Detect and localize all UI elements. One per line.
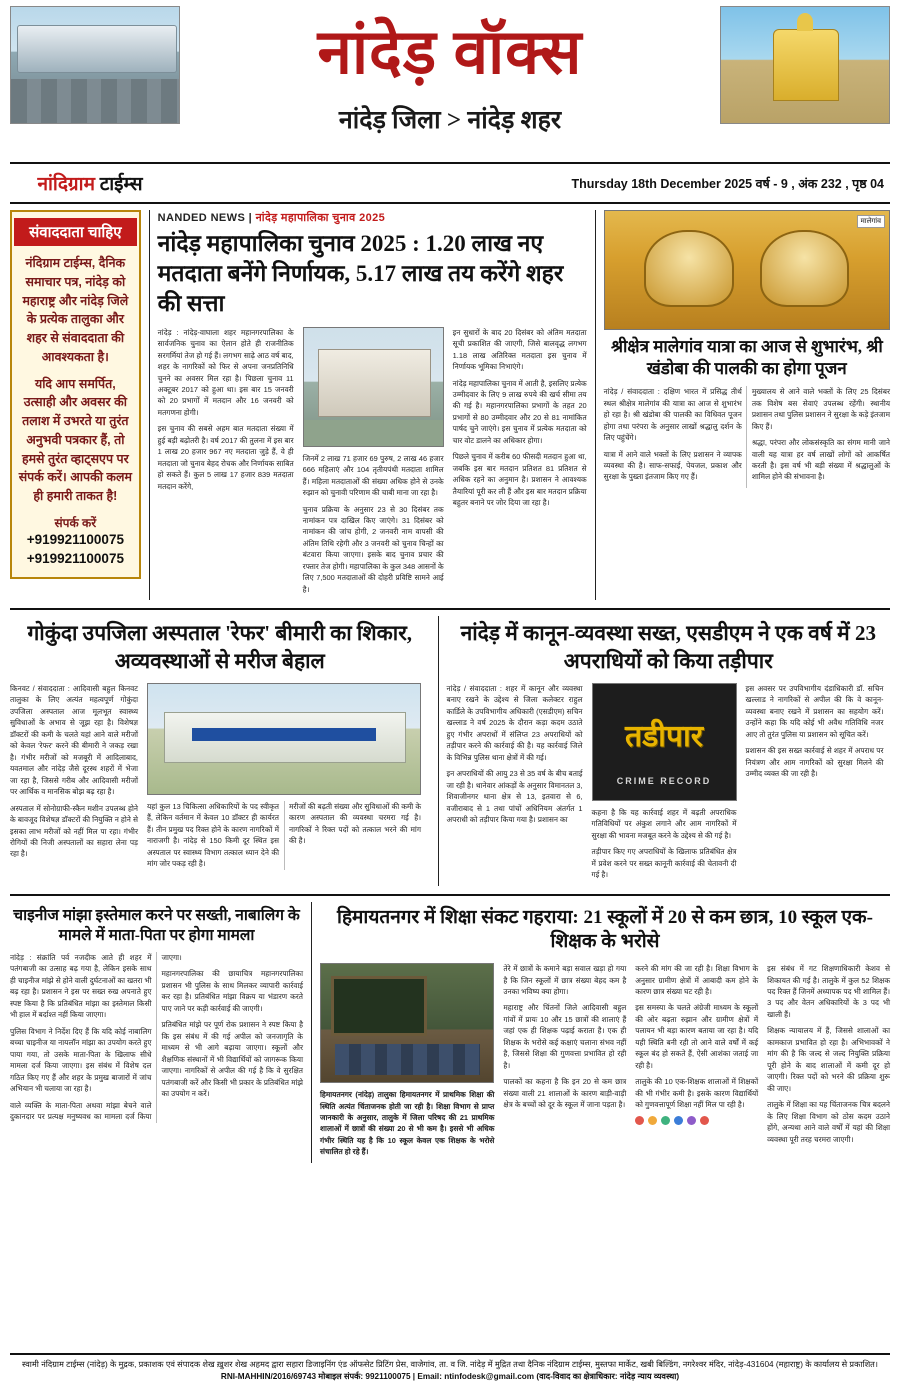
temple-para: नांदेड़ / संवाददाता : दक्षिण भारत में प्रसिद्ध तीर्थ स्थल श्रीक्षेत्र मालेगांव की यात्रा का आज से शुभारंभ हो रहा है। श्री खंडोबा की पालकी का विधिवत पूजन होगा तथा परंपरा के अनुसार लाखों श्रद्धालु दर्शन के लिए पहुंचेंगे। xyxy=(603,387,742,443)
lead-headline: नांदेड़ महापालिका चुनाव 2025 : 1.20 लाख नए मतदाता बनेंगे निर्णायक, 5.17 लाख तय करेंगे शहर की सत्ता xyxy=(157,231,564,316)
paper-logo-left: नांदिग्राम xyxy=(37,174,95,195)
crime-para: प्रशासन की इस सख्त कार्रवाई से शहर में अपराध पर नियंत्रण और आम नागरिकों को सुरक्षा मिलने की उम्मीद व्यक्त की जा रही है। xyxy=(745,746,884,779)
manja-para: प्रतिबंधित मांझे पर पूर्ण रोक प्रशासन ने स्पष्ट किया है कि इस संबंध में की गई अपील को जनजागृति के माध्यम से भी आगे बढ़ाया जाएगा। स्कूलों और शैक्षणिक संस्थानों में भी विद्यार्थियों को जागरूक किया जाएगा। नागरिकों से अपील की गई है कि वे सुरक्षित पतंगबाजी करें और किसी भी प्रकार के प्रतिबंधित मांझे का उपयोग न करें। xyxy=(161,1020,303,1099)
temple-para: यात्रा में आने वाले भक्तों के लिए प्रशासन ने व्यापक व्यवस्था की है। साफ-सफाई, पेयजल, प्रकाश और सुरक्षा के पुख्ता इंतजाम किए गए हैं। xyxy=(603,449,742,482)
manja-body xyxy=(10,952,303,1123)
page-title: नांदेड़ वॉक्स xyxy=(317,19,583,87)
temple-photo xyxy=(604,210,890,330)
manja-para: नांदेड़ : संक्रांति पर्व नजदीक आते ही शहर में पतंगबाजी का उत्साह बढ़ गया है, लेकिन इसके साथ ही चाइनीज मांझे से होने वाली दुर्घटनाओं का खतरा भी बढ़ रहा है। प्रशासन ने इस पर सख्त रुख अपनाते हुए स्पष्ट किया है कि प्रतिबंधित मांझा का इस्तेमाल किसी भी हाल में बर्दाश्त नहीं किया जाएगा। xyxy=(10,952,152,1020)
education-para: पालकों का कहना है कि इन 20 से कम छात्र संख्या वाली 21 शालाओं के कारण बाड़ी-वाड़ी क्षेत्र के बच्चों को दूर के स्कूल में जाना पड़ता है। xyxy=(503,1077,627,1110)
ad-contact-label: संपर्क करें xyxy=(54,515,97,530)
temple-body xyxy=(604,386,890,488)
education-para: तेरे में छात्रों के कमाने बड़ा सवाल खड़ा हो गया है कि जिन स्कूलों में छात्र संख्या बेहद कम है उनका भविष्य क्या होगा। xyxy=(503,964,627,997)
lead-para: पिछले चुनाव में करीब 60 फीसदी मतदान हुआ था, जबकि इस बार मतदान प्रतिशत 81 प्रतिशत से अधिक रहने का अनुमान है। प्रशासन ने आवश्यक तैयारियां पूरी कर ली हैं और इस बार मतदान प्रक्रिया बहुतर बनाने पर जोर दिया जा रहा है। xyxy=(452,452,587,508)
vertical-rule xyxy=(311,902,312,1163)
education-photo xyxy=(320,963,494,1083)
ad-heading: संवाददाता चाहिए xyxy=(14,218,137,246)
lead-col-1 xyxy=(158,327,294,601)
education-para: तालुके की 10 एक-शिक्षक शालाओं में शिक्षकों की भी गंभीर कमी है। इसके कारण विद्यार्थियों को गुणवत्तापूर्ण शिक्षा नहीं मिल पा रही है। xyxy=(635,1077,759,1110)
masthead-title-block xyxy=(180,6,720,136)
hospital-para: यहां कुल 13 चिकित्सा अधिकारियों के पद स्वीकृत हैं, लेकिन वर्तमान में केवल 10 डॉक्टर ही कार्यरत हैं। तीन प्रमुख पद रिक्त होने के कारण नागरिकों में नाराजगी है। नांदेड़ से 150 किमी दूर स्थित इस अस्पताल पर स्वास्थ्य विभाग तत्काल ध्यान देने की मांग जोर पकड़ रही है। xyxy=(147,801,279,869)
classified-ad xyxy=(10,210,141,579)
hospital-col-1 xyxy=(10,683,138,870)
ad-phone-2[interactable]: +919921100075 xyxy=(26,550,124,566)
hospital-photo xyxy=(147,683,421,795)
third-section xyxy=(10,894,890,1163)
lead-para: चुनाव प्रक्रिया के अनुसार 23 से 30 दिसंबर तक नामांकन पत्र दाखिल किए जाएंगे। 31 दिसंबर को नामांकन की जांच होगी, 2 जनवरी नाम वापसी की अंतिम तिथि रहेगी और 3 जनवरी को चुनाव चिन्हों का बंटवारा किया जाएगा। इसके बाद चुनाव प्रचार की रफ्तार तेज होगी। महापालिका के कुल 348 आसनों के लिए 7,500 मतदाताओं की दोहरी प्रविष्टि सामने आई है। xyxy=(302,504,444,594)
crime-story xyxy=(447,616,890,885)
manja-para: वाले व्यक्ति के माता-पिता अथवा मांझा बेचने वाले दुकानदार पर प्रत्यक्ष मनुष्यवध का मामला दर्ज किया जाएगा। xyxy=(10,952,182,1122)
education-col-2 xyxy=(503,963,626,1163)
vertical-rule xyxy=(595,210,596,600)
column-left xyxy=(10,210,141,600)
dateline: Thursday 18th December 2025 वर्ष - 9 , अंक 232 , पृष्ठ 04 xyxy=(571,176,884,191)
footer-line-2: RNI-MAHHIN/2016/69743 मोबाइल संपर्क: 9921100075 | Email: ntinfodesk@gmail.com (वाद-विवाद का क्षेत्राधिकार: नांदेड़ न्याय व्यवस्था) xyxy=(220,1372,680,1382)
crime-para: कहना है कि यह कार्रवाई शहर में बढ़ती अपराधिक गतिविधियों पर अंकुश लगाने और आम नागरिकों में सुरक्षा की भावना मजबूत करने के उद्देश्य से की गई है। xyxy=(591,807,737,840)
education-para: इस समस्या के चलते अंग्रेजी माध्यम के स्कूलों की ओर बढ़ता रुझान और ग्रामीण क्षेत्रों में पलायन भी बड़ा कारण बताया जा रहा है। यदि यही स्थिति बनी रही तो आने वाले वर्षों में कई स्कूल बंद हो सकते हैं, ऐसी आशंका जताई जा रही है। xyxy=(635,1003,759,1070)
lead-para: जिनमें 2 लाख 71 हजार 69 पुरुष, 2 लाख 46 हजार 666 महिलाएं और 104 तृतीयपंथी मतदाता शामिल हैं। महिला मतदाताओं की संख्या अधिक होने से उनके रुझान को चुनावी परिणाम की चाबी माना जा रहा है। xyxy=(302,453,444,498)
manja-para: पुलिस विभाग ने निर्देश दिए हैं कि यदि कोई नाबालिग बच्चा चाइनीज या नायलॉन मांझा का उपयोग करते हुए पाया गया, तो उसके माता-पिता के खिलाफ सीधे मामला दर्ज किया जाएगा। इस संबंध में विशेष दल गठित किए गए हैं और शहर के प्रमुख बाजारों में जांच अभियान भी चलाया जा रहा है। xyxy=(10,1026,152,1094)
manja-para: महानगरपालिका की छायाचित्र महानगरपालिका प्रशासन भी पुलिस के साथ मिलकर व्यापारी कार्रवाई कर रहा है। प्रतिबंधित मांझा विक्रय या भंडारण करते पाए जाने पर कड़ी कार्रवाई की जाएगी। xyxy=(161,969,303,1013)
lead-para: इस चुनाव की सबसे अहम बात मतदाता संख्या में हुई बड़ी बढ़ोतरी है। वर्ष 2017 की तुलना में इस बार 1 लाख 20 हजार 967 नए मतदाता जुड़े हैं, वे ही मतदाता जो चुनाव बेहद रोचक और निर्णायक साबित हो सकते हैं। कुल 5 लाख 17 हजार 839 मतदाता मतदान करेंगे, xyxy=(157,424,294,491)
temple-story xyxy=(604,210,890,600)
education-headline: हिमायतनगर में शिक्षा संकट गहराया: 21 स्कूलों में 20 से कम छात्र, 10 स्कूल एक-शिक्षक के भरोसे xyxy=(337,906,873,953)
crime-headline: नांदेड़ में कानून-व्यवस्था सख्त, एसडीएम ने एक वर्ष में 23 अपराधियों को किया तड़ीपार xyxy=(460,621,876,673)
education-para: महाराष्ट्र और चिंतनों जिले आदिवासी बहुल गांवों में प्रायः 10 और 15 छात्रों की शालाएं हैं जहां एक ही शिक्षक पढ़ाई कराता है। एक ही शिक्षक के भरोसे कई कक्षाएं चलाना संभव नहीं है, जिससे शिक्षा की गुणवत्ता प्रभावित हो रही है। xyxy=(503,1003,627,1070)
crime-para: इन अपराधियों की आयु 23 से 35 वर्ष के बीच बताई जा रही है। थानेवार आंकड़ों के अनुसार विमानतल 3, शिवाजीनगर थाना क्षेत्र से 13, इतवारा से 6, वजीराबाद से 1 तथा पांचों अधिनियम अंतर्गत 1 अपराधी को तड़ीपार किया गया है। प्रशासन का xyxy=(446,769,583,825)
manja-headline: चाइनीज मांझा इस्तेमाल करने पर सख्ती, नाबालिग के मामले में माता-पिता पर होगा मामला xyxy=(13,906,300,944)
lead-para: इन सुधारों के बाद 20 दिसंबर को अंतिम मतदाता सूची प्रकाशित की जाएगी, जिसे बालवृद्ध लगभग 1.18 लाख अतिरिक्त मतदाता इस चुनाव में निर्णायक भूमिका निभाएंगे। xyxy=(452,327,587,372)
education-caption: हिमायतनगर (नांदेड़) तालुका हिमायतनगर में प्राथमिक शिक्षा की स्थिति अत्यंत चिंताजनक होती जा रही है। शिक्षा विभाग से प्राप्त जानकारी के अनुसार, तालुके में जिला परिषद की 21 प्राथमिक शालाओं में छात्रों की संख्या 20 से भी कम है। इससे भी अधिक गंभीर स्थिति यह है कि 10 स्कूल केवल एक शिक्षक के भरोसे संचालित हो रहे हैं। xyxy=(320,1090,495,1157)
education-col-3 xyxy=(635,963,758,1163)
masthead xyxy=(10,6,890,156)
footer-line-1: स्वामी नंदिग्राम टाईम्स (नांदेड़) के मुद्रक, प्रकाशक एवं संपादक शेख ख़ुशर शेख अहमद द्वारा सहारा डिजाइनिंग एंड ऑफसेट प्रिटिंग प्रेस, वाजेगांव, ता. व जि. नांदेड़ में मुद्रित तथा दैनिक नंदिग्राम टाईम्स, मुस्तफा मार्केट, खबी बिल्डिंग, नगरेश्वर मंदिर, नांदेड़-431604 (महाराष्ट्र) के कार्यालय से प्रकाशित। xyxy=(22,1360,878,1370)
page-footer xyxy=(10,1353,890,1383)
lead-col-3 xyxy=(453,327,587,601)
crime-para: नांदेड़ / संवाददाता : शहर में कानून और व्यवस्था बनाए रखने के उद्देश्य से जिला कलेक्टर राहुल कार्डिले के उपविभागीय अधिकारी (एसडीएम) सचिन खल्लाड ने वर्ष 2025 के दौरान कड़ा कदम उठाते हुए गंभीर अपराधों में संलिप्त 23 अपराधियों को तड़ीपार करने की कार्रवाई की है। यह कार्रवाई जिले के विभिन्न पुलिस थाना क्षेत्रों में की गई। xyxy=(446,683,583,762)
education-para: शिक्षक न्यायालय में हैं, जिससे शालाओं का कामकाज प्रभावित हो रहा है। अभिभावकों ने मांग की है कि जल्द से जल्द नियुक्ति प्रक्रिया पूरी होने के बाद शालाओं में कमी दूर हो जाएगी। रिक्त पदों को भरने की प्रक्रिया शुरू की जाए। xyxy=(767,1026,891,1093)
hospital-para: मरीजों की बढ़ती संख्या और सुविधाओं की कमी के कारण अस्पताल की व्यवस्था चरमरा गई है। नागरिकों ने रिक्त पदों को तत्काल भरने की मांग की है। xyxy=(289,801,421,846)
ad-phone-1[interactable]: +919921100075 xyxy=(26,531,124,547)
color-dots xyxy=(635,1116,758,1125)
education-para: करने की मांग की जा रही है। शिक्षा विभाग के अनुसार ग्रामीण क्षेत्रों में आबादी कम होने के कारण छात्र संख्या घट रही है। xyxy=(635,964,759,997)
kicker-section: NANDED NEWS | xyxy=(157,212,253,224)
crime-para: तड़ीपार किए गए अपराधियों के खिलाफ प्रतिबंधित क्षेत्र में प्रवेश करने पर सख्त कानूनी कार्रवाई की चेतावनी दी गई है। xyxy=(591,847,737,880)
vertical-rule xyxy=(149,210,150,600)
temple-para: मुख्यालय से आने वाले भक्तों के लिए 25 दिसंबर तक विशेष बस सेवाएं उपलब्ध रहेंगी। स्थानीय प्रशासन तथा पुलिस प्रशासन ने सुरक्षा के कड़े इंतजाम किए हैं। xyxy=(751,387,891,431)
hospital-headline: गोकुंदा उपजिला अस्पताल 'रेफर' बीमारी का शिकार, अव्यवस्थाओं से मरीज बेहाल xyxy=(27,621,413,673)
crime-para: इस अवसर पर उपविभागीय दंडाधिकारी डॉ. सचिन खल्लाड ने नागरिकों से अपील की कि वे कानून-व्यवस्था बनाए रखने में प्रशासन का सहयोग करें। उन्होंने कहा कि यदि कोई भी अवैध गतिविधि नजर आए तो तुरंत पुलिस या प्रशासन को सूचित करें। xyxy=(745,683,884,739)
education-col-4 xyxy=(767,963,890,1163)
education-para: इस संबंध में गट शिक्षणाधिकारी केशव से शिकायत की गई है। तालुके में कुल 52 शिक्षक पद रिक्त हैं जिनमें अध्यापक पद भी शामिल हैं। 3 पद और वेतन अधिकारियों के 3 पद भी खाली हैं। xyxy=(767,964,891,1019)
photo-badge: मालेगांव xyxy=(857,215,885,228)
masthead-right-photo xyxy=(720,6,890,124)
ad-para-2: यदि आप समर्पित, उत्साही और अवसर की तलाश में उभरते या तुरंत अनुभवी पत्रकार हैं, तो हमसे तुरंत व्हाट्सएप पर संपर्क करें। आपकी कलम ही हमारी ताकत है! xyxy=(18,376,132,503)
ad-body xyxy=(18,254,133,506)
crime-photo xyxy=(592,683,737,801)
lead-story xyxy=(158,210,587,600)
hospital-para: किनवट / संवाददाता : आदिवासी बहुल किनवट तालुका के लिए अत्यंत महत्वपूर्ण गोकुंदा उपजिला अस्पताल आज मूलभूत स्वास्थ्य सुविधाओं के अभाव से जूझ रहा है। विशेषज्ञ डॉक्टरों की कमी के चलते यहां आने वाले मरीजों को केवल 'रेफर' करने की बीमारी ने जकड़ रखा है। गंभीर मरीजों को मजबूरी में आदिलाबाद, यवतमाल और नांदेड़ जैसे दूरस्थ शहरों में भेजा जा रहा है, जिससे गरीब और आदिवासी मरीजों पर आर्थिक व मानसिक बोझ बढ़ रहा है। xyxy=(10,683,138,797)
temple-para: श्रद्धा, परंपरा और लोकसंस्कृति का संगम मानी जाने वाली यह यात्रा हर वर्ष लाखों लोगों को आकर्षित करती है। इस वर्ष भी बड़ी संख्या में श्रद्धालुओं के शामिल होने की संभावना है। xyxy=(751,438,891,482)
education-para: तालुके में शिक्षा का यह चिंताजनक चित्र बदलने के लिए शिक्षा विभाग को ठोस कदम उठाने होंगे, अन्यथा आने वाले वर्षों में यहां की शिक्षा व्यवस्था पूरी तरह चरमरा जाएगी। xyxy=(767,1100,891,1144)
masthead-left-photo xyxy=(10,6,180,124)
second-section xyxy=(10,608,890,885)
hospital-col-2 xyxy=(147,683,421,870)
hospital-para: अस्पताल में सोनोग्राफी-स्कैन मशीन उपलब्ध होने के बावजूद विशेषज्ञ डॉक्टरों की नियुक्ति न होने से इसका लाभ मरीजों को नहीं मिल पा रहा। गंभीर रोगियों की निजी अस्पतालों का सहारा लेना पड़ रहा है। xyxy=(10,803,138,859)
top-section xyxy=(10,210,890,600)
lead-kicker xyxy=(158,210,587,225)
vertical-rule xyxy=(438,616,439,885)
paper-logo xyxy=(10,164,170,202)
hospital-story xyxy=(10,616,430,885)
temple-headline: श्रीक्षेत्र मालेगांव यात्रा का आज से शुभारंभ, श्री खंडोबा की पालकी का होगा पूजन xyxy=(610,337,883,379)
date-bar xyxy=(10,162,890,204)
crime-col-3 xyxy=(746,683,884,886)
breadcrumb: नांदेड़ जिला > नांदेड़ शहर xyxy=(338,107,562,134)
education-col-1 xyxy=(320,963,494,1163)
crime-col-2 xyxy=(592,683,737,886)
manja-story xyxy=(10,902,303,1163)
kicker-topic: नांदेड़ महापालिका चुनाव 2025 xyxy=(255,212,386,224)
education-story xyxy=(320,902,890,1163)
lead-col-2 xyxy=(303,327,444,601)
crime-col-1 xyxy=(447,683,583,886)
ad-para-1: नंदिग्राम टाईम्स, दैनिक समाचार पत्र, नांदेड़ को महाराष्ट्र और नांदेड़ जिले के प्रत्येक तालुका और शहर से संवाददाता की आवश्यकता है। xyxy=(22,256,129,364)
lead-para: नांदेड़ महापालिका चुनाव में आती है, इसलिए प्रत्येक उम्मीदवार के लिए 9 लाख रुपये की खर्च सीमा तय की गई है। महानगरपालिका प्रभागों के तहत 20 प्रभागों से 80 उम्मीदवार और 20 से 81 नामांकित पार्षद चुने जाएंगे। इस चुनाव में प्रत्येक मतदाता को चार वोट डालने का अधिकार होगा। xyxy=(452,378,587,445)
lead-para: नांदेड़ : नांदेड़-वाघाला शहर महानगरपालिका के सार्वजनिक चुनाव का ऐलान होते ही राजनीतिक सरगर्मियां तेज हो गई हैं। लगभग साढ़े आठ वर्ष बाद, शहर के नागरिकों को फिर से अपना जनप्रतिनिधि चुनने का अवसर मिल रहा है। पिछला चुनाव 11 अक्टूबर 2017 को हुआ था। इस बार 15 जनवरी को 20 प्रभागों में मतदान और 16 जनवरी को मतगणना होगी। xyxy=(157,327,294,417)
lead-photo xyxy=(303,327,444,447)
paper-logo-right: टाईम्स xyxy=(99,174,143,195)
